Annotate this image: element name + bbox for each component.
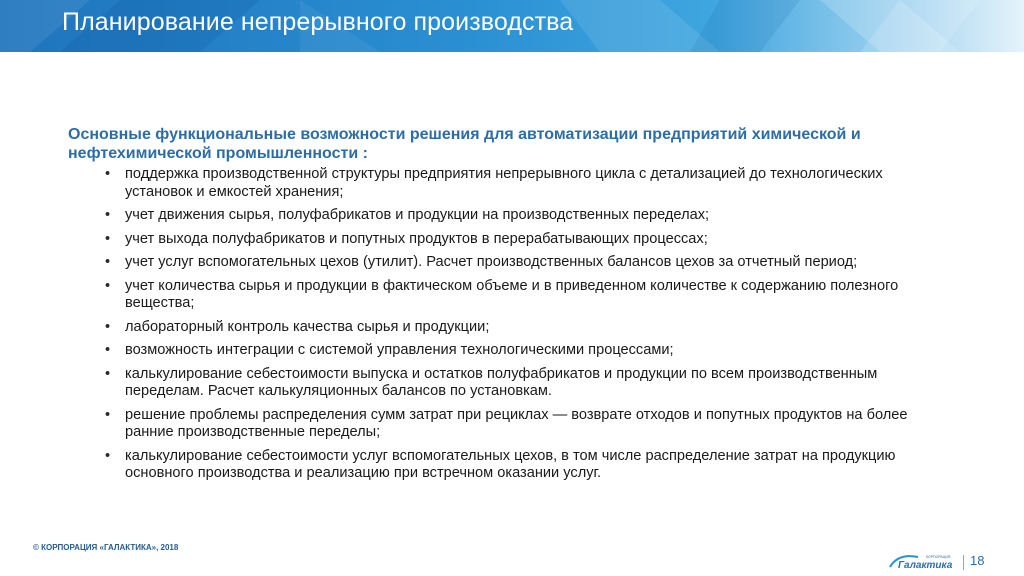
section-heading: Основные функциональные возможности решения для автоматизации предприятий химической и нефтехимической промышленности :: [68, 126, 861, 162]
bullet-icon: •: [105, 254, 111, 270]
list-item: [68, 407, 948, 442]
bullet-icon: •: [105, 207, 111, 223]
bullet-icon: •: [105, 166, 111, 182]
page-title: Планирование непрерывного производства: [62, 8, 574, 36]
bullet-icon: •: [105, 342, 111, 358]
list-item-text: возможность интеграции с системой управления технологическими процессами;: [125, 342, 674, 358]
page-number: 18: [970, 553, 985, 568]
bullet-icon: •: [105, 406, 111, 423]
list-item-text: калькулирование себестоимости услуг вспомогательных цехов, в том числе распределение затрат на продукцию основного производства и реализацию при встречном оказании услуг.: [125, 447, 896, 481]
list-item: [68, 342, 948, 360]
list-item-text: учет услуг вспомогательных цехов (утилит). Расчет производственных балансов цехов за отчетный период;: [125, 254, 858, 270]
list-item: [68, 366, 948, 401]
feature-list: [68, 166, 948, 483]
list-item-text: учет движения сырья, полуфабрикатов и продукции на производственных переделах;: [125, 207, 710, 223]
list-item-text: калькулирование себестоимости выпуска и остатков полуфабрикатов и продукции по всем производственным переделам. Расчет калькуляционных балансов по установкам.: [125, 365, 878, 399]
copyright-text: © КОРПОРАЦИЯ «ГАЛАКТИКА», 2018: [33, 543, 179, 552]
header-banner: [0, 0, 1024, 52]
bullet-icon: •: [105, 447, 111, 464]
logo-text: Галактика: [898, 560, 953, 571]
list-item-text: поддержка производственной структуры предприятия непрерывного цикла с детализацией до технологических установок и емкостей хранения;: [125, 166, 883, 200]
list-item: [68, 231, 948, 249]
list-item-text: решение проблемы распределения сумм затрат при рециклах — возврате отходов и попутных продуктов на более ранние производственные переделы;: [125, 406, 908, 440]
galaktika-logo: [888, 551, 962, 571]
bullet-icon: •: [105, 318, 111, 335]
list-item-text: учет выхода полуфабрикатов и попутных продуктов в перерабатывающих процессах;: [125, 230, 708, 247]
list-item: [68, 278, 948, 313]
list-item-text: учет количества сырья и продукции в фактическом объеме и в приведенном количестве к содержанию полезного вещества;: [125, 277, 899, 311]
bullet-icon: •: [105, 230, 111, 247]
main-content: [68, 125, 948, 489]
list-item: [68, 319, 948, 337]
list-item: [68, 166, 948, 201]
list-item-text: лабораторный контроль качества сырья и продукции;: [125, 318, 490, 335]
page-separator: [963, 555, 964, 570]
list-item: [68, 254, 948, 272]
bullet-icon: •: [105, 277, 111, 294]
list-item: [68, 207, 948, 225]
bullet-icon: •: [105, 365, 111, 382]
list-item: [68, 448, 948, 483]
logo-small-text: КОРПОРАЦИЯ: [926, 555, 951, 559]
